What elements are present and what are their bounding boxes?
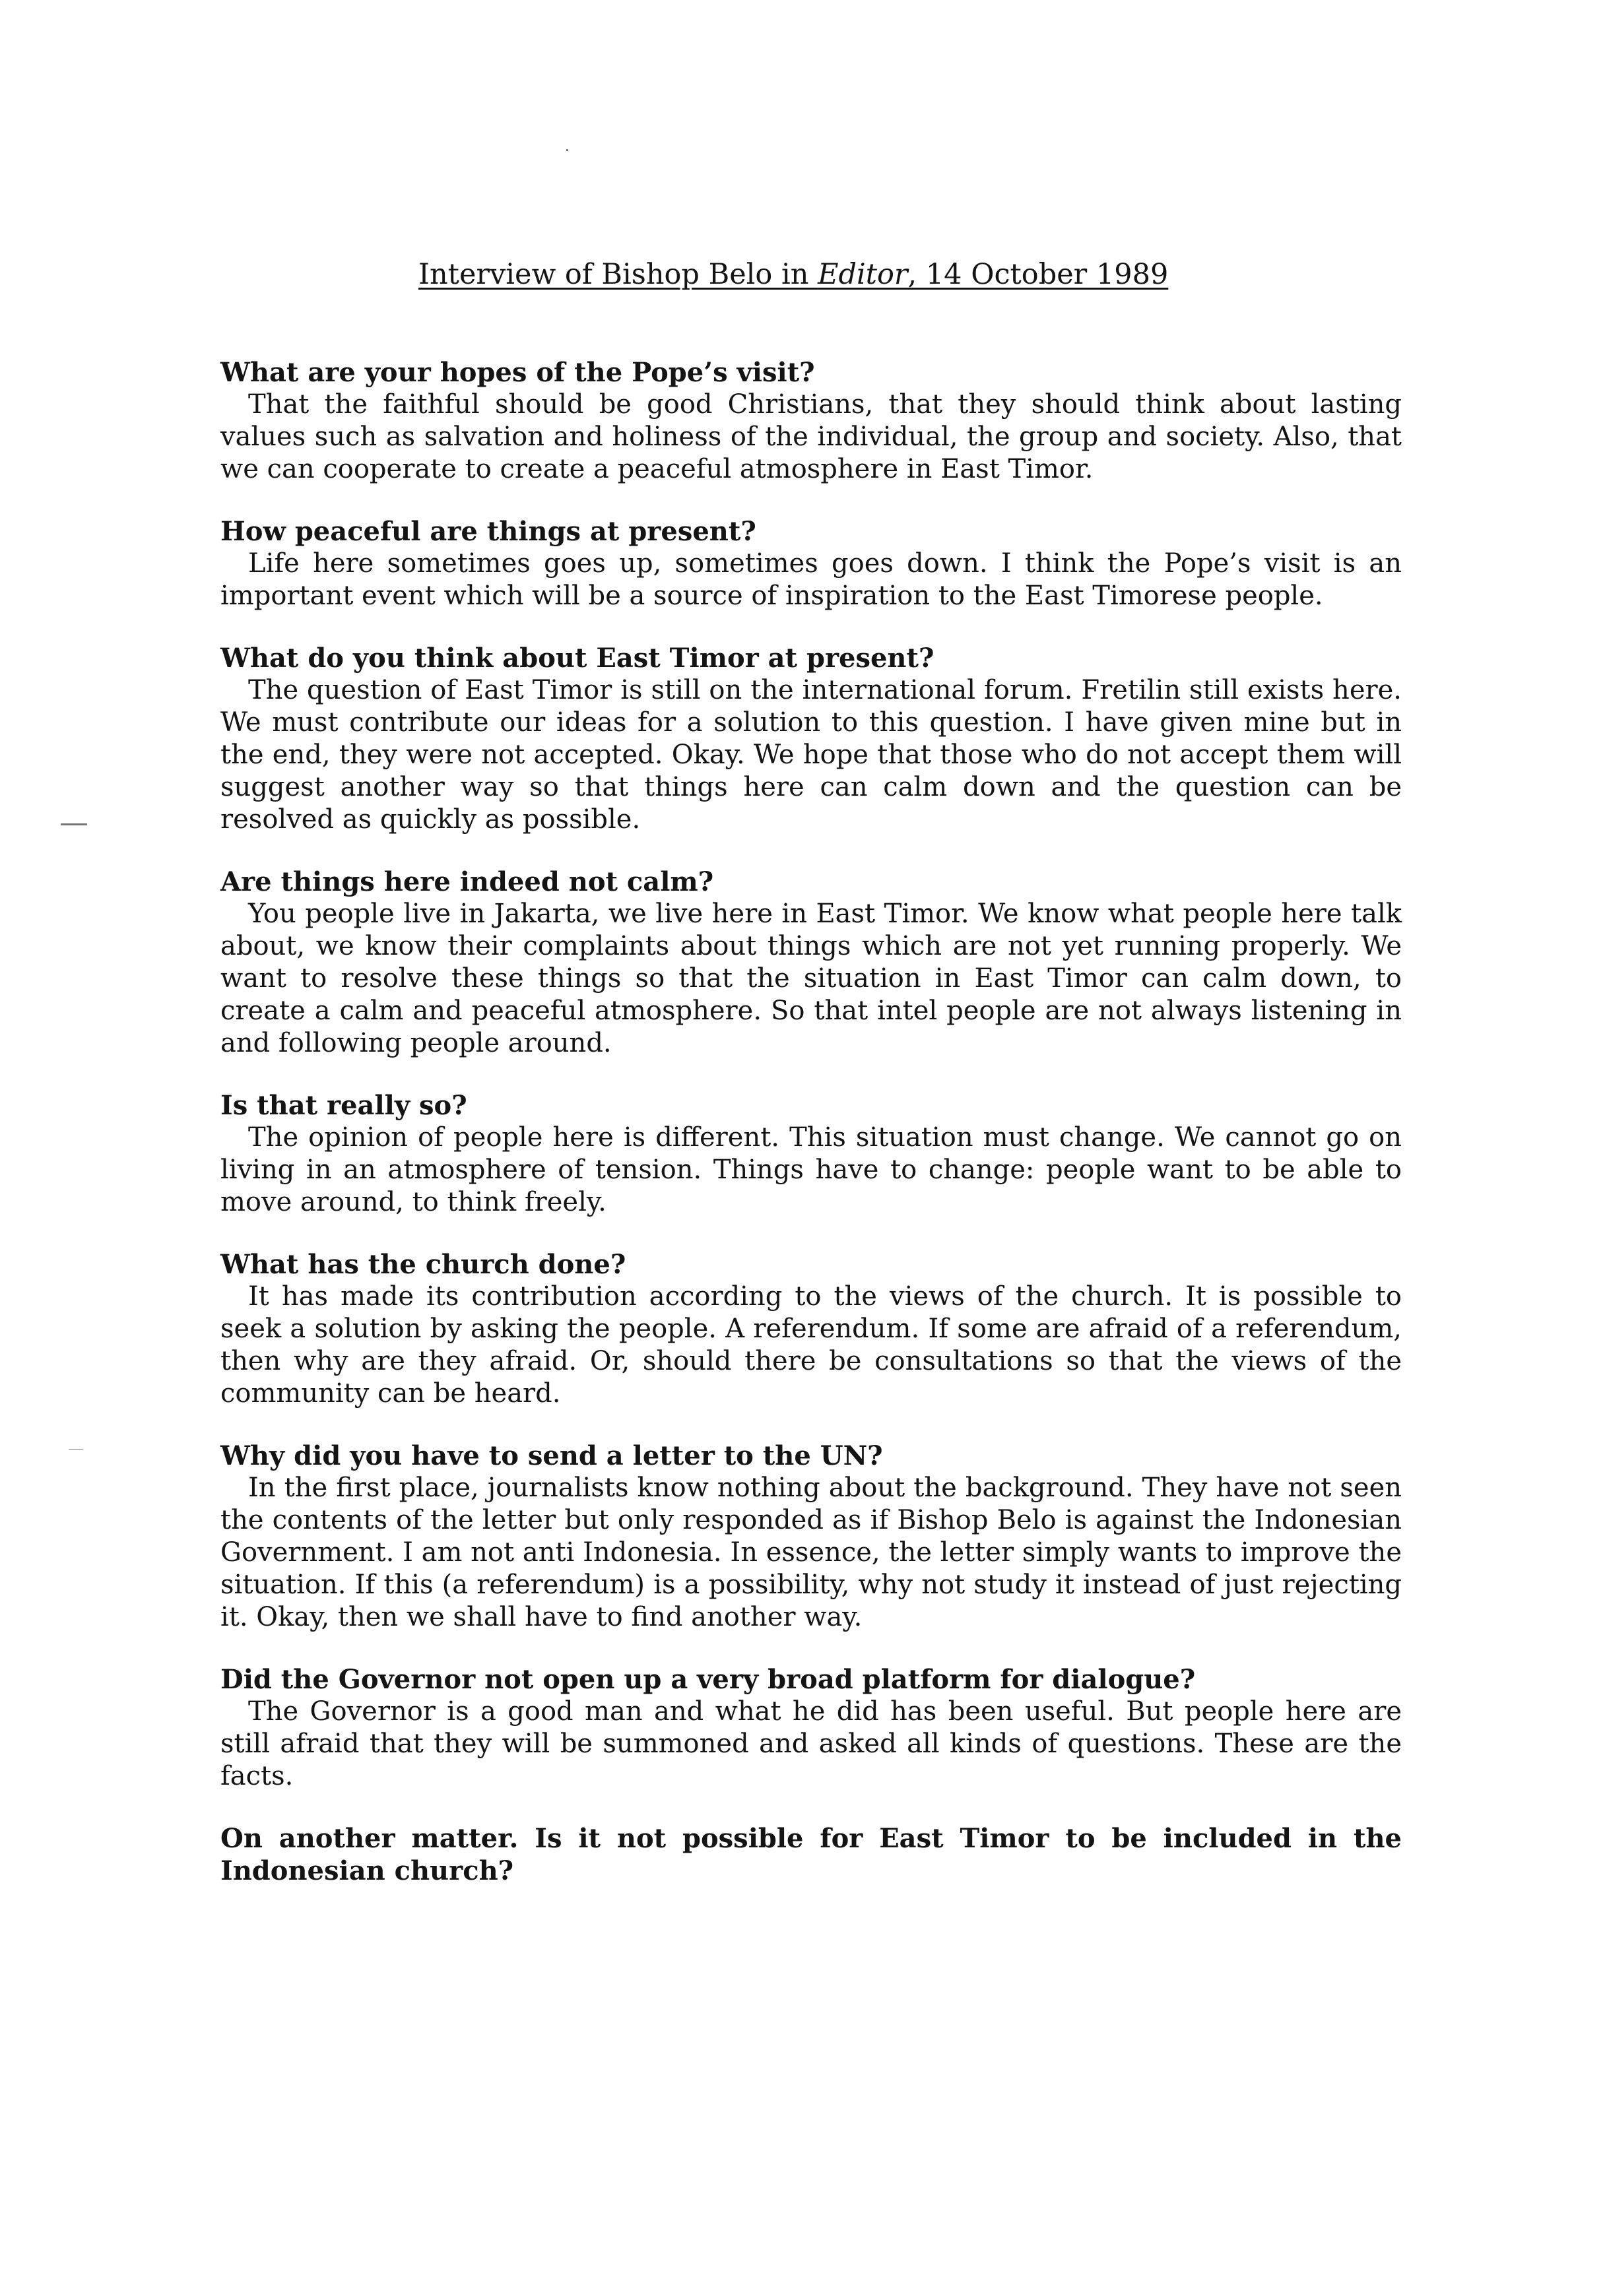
interview-body: [220, 356, 1402, 1887]
answer: The opinion of people here is different. This situation must change. We cannot go on living in an atmosphere of tension. Things have to change: people want to be able to move around, to think freely.: [220, 1122, 1402, 1217]
qa-item: [220, 1248, 1402, 1410]
qa-item: [220, 866, 1402, 1060]
answer: That the faithful should be good Christians, that they should think about lasting values such as salvation and holiness of the individual, the group and society. Also, that we can cooperate to create a peaceful atmosphere in East Timor.: [220, 389, 1402, 484]
qa-item: [220, 515, 1402, 612]
question: Is that really so?: [220, 1090, 467, 1121]
question: How peaceful are things at present?: [220, 516, 756, 547]
title-suffix: , 14 October 1989: [907, 258, 1169, 291]
scan-mark: [69, 1449, 83, 1450]
title-publication: Editor: [818, 258, 908, 291]
qa-item: [220, 1440, 1402, 1634]
final-question: On another matter. Is it not possible for East Timor to be included in the Indonesian church?: [220, 1823, 1402, 1886]
qa-item: [220, 1663, 1402, 1793]
qa-item: [220, 642, 1402, 836]
title-prefix: Interview of Bishop Belo in: [418, 258, 818, 291]
document-page: [220, 0, 1402, 2296]
question: Why did you have to send a letter to the UN?: [220, 1440, 883, 1471]
answer: The Governor is a good man and what he did has been useful. But people here are still afraid that they will be summoned and asked all kinds of questions. These are the facts.: [220, 1696, 1402, 1791]
question: Did the Governor not open up a very broad platform for dialogue?: [220, 1664, 1196, 1695]
scan-mark: [61, 823, 87, 825]
question: Are things here indeed not calm?: [220, 866, 714, 897]
qa-item: [220, 1089, 1402, 1219]
qa-item: [220, 356, 1402, 486]
answer: It has made its contribution according to the views of the church. It is possible to seek a solution by asking the people. A referendum. If some are afraid of a referendum, then why are they afraid. Or, should there be consultations so that the views of the community can be heard.: [220, 1281, 1402, 1409]
answer: You people live in Jakarta, we live here in East Timor. We know what people here talk about, we know their complaints about things which are not yet running properly. We want to resolve these things so that the situation in East Timor can calm down, to create a calm and peaceful atmosphere. So that intel people are not always listening in and following people around.: [220, 899, 1402, 1058]
question: What do you think about East Timor at present?: [220, 643, 934, 674]
question: What has the church done?: [220, 1249, 626, 1280]
answer: Life here sometimes goes up, sometimes goes down. I think the Pope’s visit is an important event which will be a source of inspiration to the East Timorese people.: [220, 548, 1402, 611]
document-title: [418, 256, 1168, 293]
question: What are your hopes of the Pope’s visit?: [220, 357, 815, 388]
answer: In the first place, journalists know nothing about the background. They have not seen the contents of the letter but only responded as if Bishop Belo is against the Indonesian Government. I am not anti Indonesia. In essence, the letter simply wants to improve the situation. If this (a referendum) is a possibility, why not study it instead of just rejecting it. Okay, then we shall have to find another way.: [220, 1473, 1402, 1632]
answer: The question of East Timor is still on the international forum. Fretilin still exists here. We must contribute our ideas for a solution to this question. I have given mine but in the end, they were not accepted. Okay. We hope that those who do not accept them will suggest another way so that things here can calm down and the question can be resolved as quickly as possible.: [220, 675, 1402, 835]
